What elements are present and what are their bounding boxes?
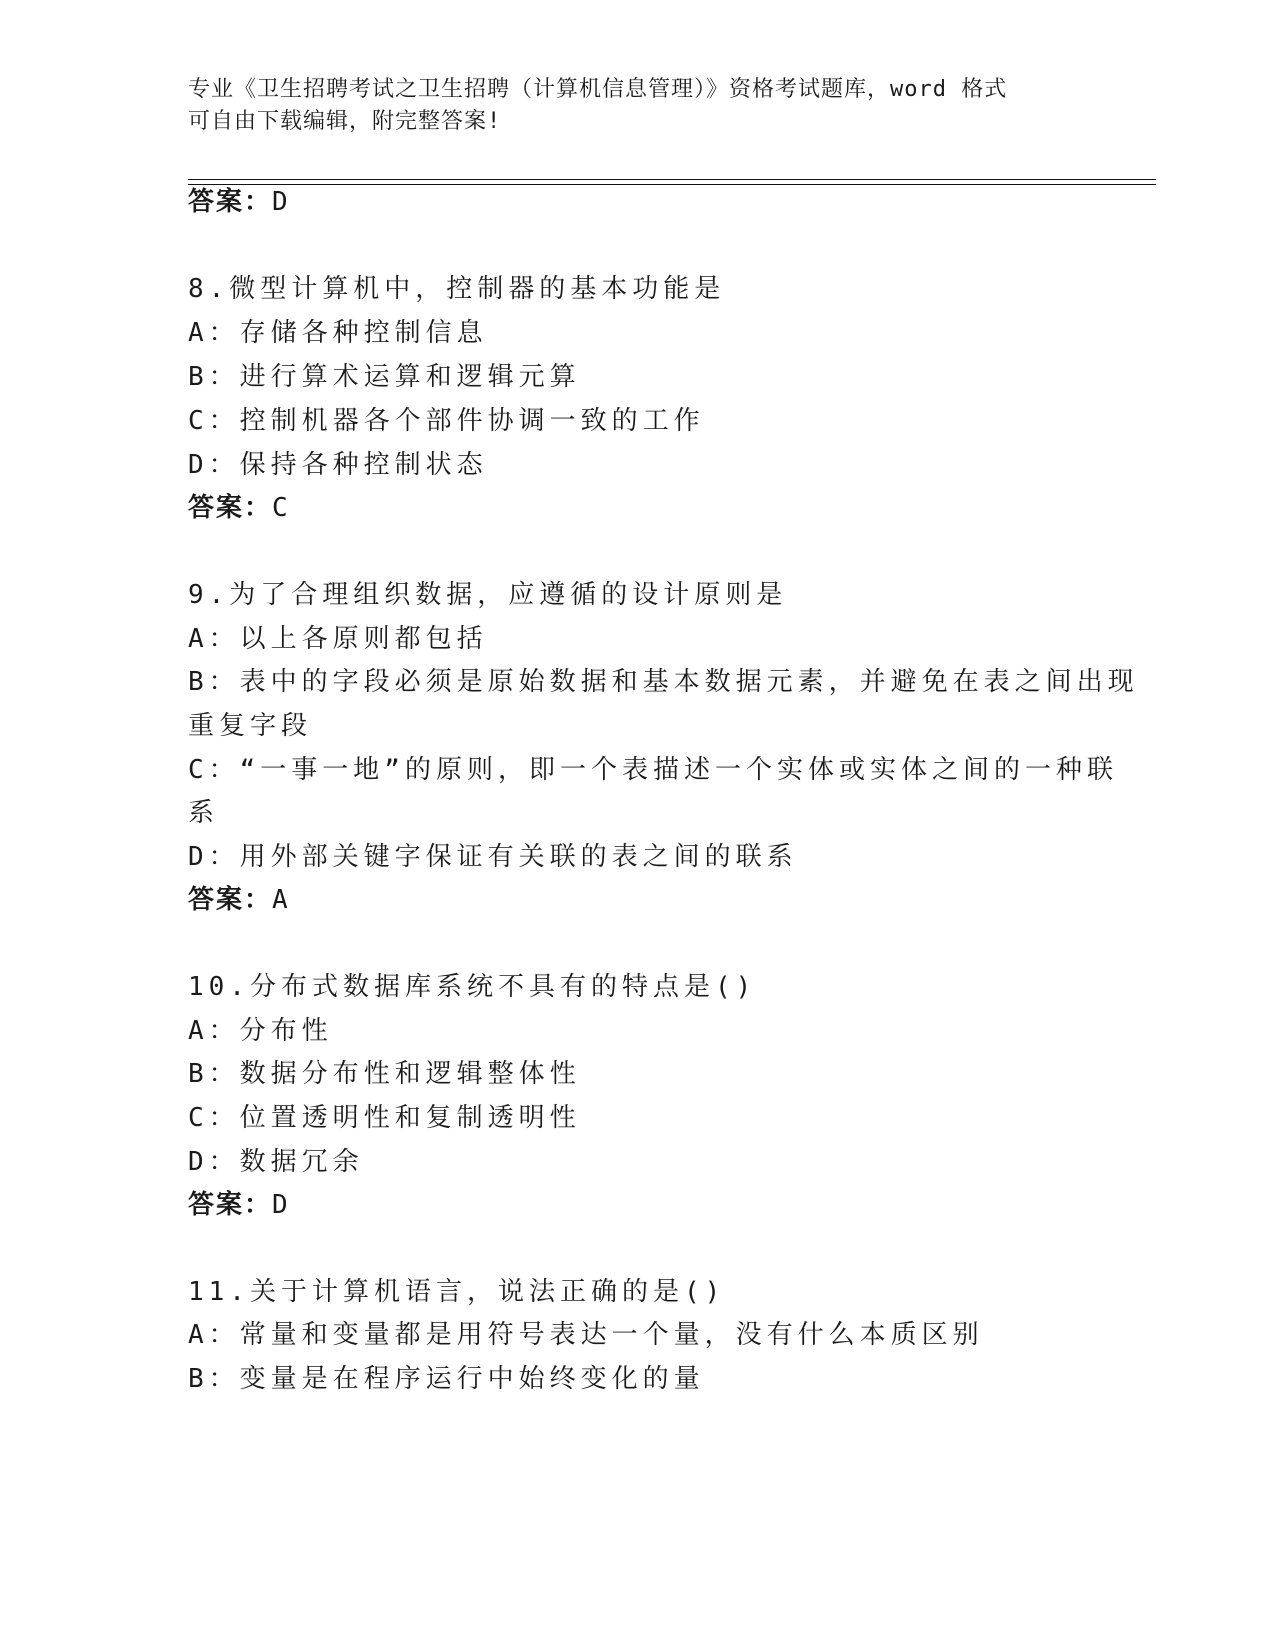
answer-label: 答案：: [188, 885, 273, 915]
question-10-answer: [188, 1188, 290, 1222]
question-9-option-b-line2: 重复字段: [188, 711, 313, 741]
answer-value: A: [272, 885, 290, 915]
header-line-1: 专业《卫生招聘考试之卫生招聘（计算机信息管理）》资格考试题库，word 格式: [188, 77, 1008, 102]
question-9-option-b-line1: B：表中的字段必须是原始数据和基本数据元素，并避免在表之间出现: [188, 667, 1139, 697]
header-line-2: 可自由下载编辑，附完整答案!: [188, 109, 502, 134]
question-8-stem: 8.微型计算机中，控制器的基本功能是: [188, 274, 726, 304]
answer-value: D: [272, 1190, 290, 1220]
question-11-stem: 11.关于计算机语言，说法正确的是(): [188, 1277, 726, 1307]
answer-label: 答案：: [188, 493, 273, 523]
question-9-option-a: A：以上各原则都包括: [188, 624, 488, 654]
question-10-option-c: C：位置透明性和复制透明性: [188, 1103, 581, 1133]
question-10-option-a: A：分布性: [188, 1016, 333, 1046]
document-header: [188, 74, 1088, 138]
question-8-option-a: A：存储各种控制信息: [188, 318, 488, 348]
question-8-option-d: D：保持各种控制状态: [188, 450, 488, 480]
header-divider-top: [188, 179, 1156, 180]
question-8-option-b: B：进行算术运算和逻辑元算: [188, 362, 581, 392]
header-divider-bottom: [188, 184, 1156, 185]
question-11-option-a: A：常量和变量都是用符号表达一个量，没有什么本质区别: [188, 1320, 984, 1350]
question-9-option-c-line2: 系: [188, 798, 220, 828]
question-10-option-b: B：数据分布性和逻辑整体性: [188, 1059, 581, 1089]
question-9-stem: 9.为了合理组织数据，应遵循的设计原则是: [188, 580, 788, 610]
question-9-option-c-line1: C：“一事一地”的原则，即一个表描述一个实体或实体之间的一种联: [188, 755, 1118, 785]
question-9-option-d: D：用外部关键字保证有关联的表之间的联系: [188, 842, 798, 872]
answer-label: 答案：: [188, 1190, 273, 1220]
question-10-stem: 10.分布式数据库系统不具有的特点是(): [188, 972, 757, 1002]
question-8-answer: [188, 491, 290, 525]
question-10-option-d: D：数据冗余: [188, 1147, 364, 1177]
question-9-answer: [188, 883, 290, 917]
answer-line-prev: [188, 185, 290, 219]
answer-label: 答案：: [188, 187, 273, 217]
answer-value: D: [272, 187, 290, 217]
question-8-option-c: C：控制机器各个部件协调一致的工作: [188, 406, 705, 436]
answer-value: C: [272, 493, 290, 523]
question-11-option-b: B：变量是在程序运行中始终变化的量: [188, 1364, 705, 1394]
